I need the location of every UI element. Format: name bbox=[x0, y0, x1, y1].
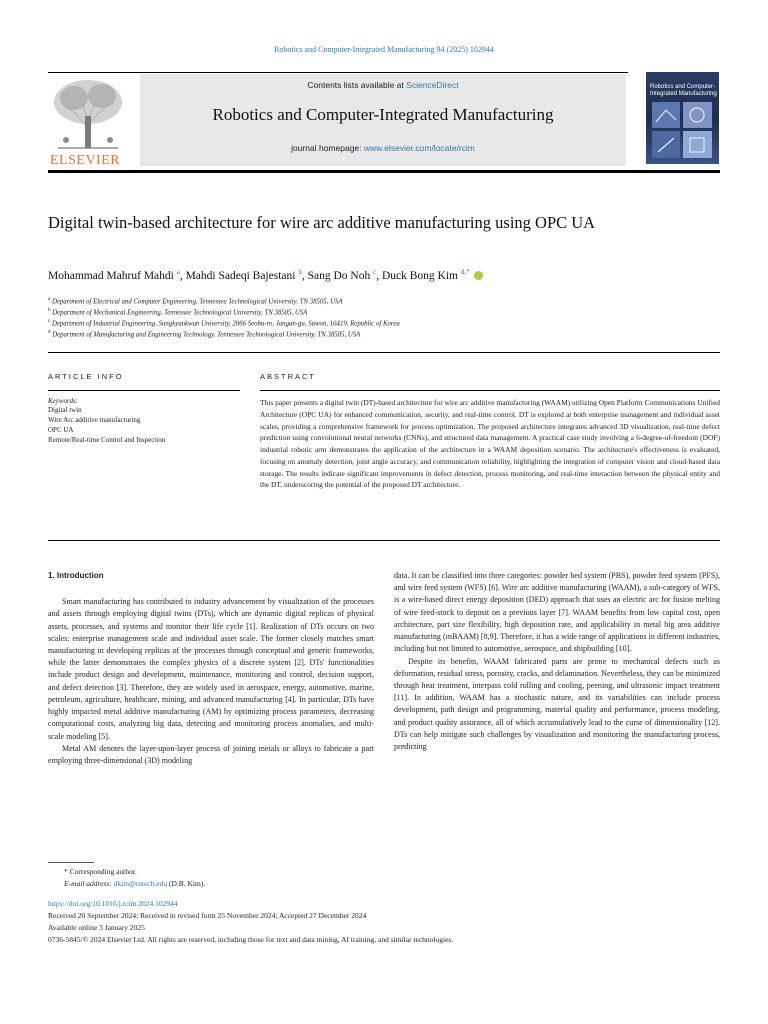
elsevier-logo[interactable] bbox=[48, 76, 128, 168]
sciencedirect-link[interactable]: ScienceDirect bbox=[406, 80, 459, 90]
affiliation-item: $^b$ Department of Mechanical Engineering, Tennessee Technological University, TN 38505, USA bbox=[48, 308, 308, 317]
copyright-line: 0736-5845/© 2024 Elsevier Ltd. All rights are reserved, including those for text and data mining, AI training, and similar technologies. bbox=[48, 935, 454, 944]
abstract-heading: ABSTRACT bbox=[260, 372, 317, 381]
cover-artwork bbox=[652, 102, 712, 158]
keyword-item: Wire Arc additive manufacturing bbox=[48, 416, 141, 425]
affiliation-item: $^c$ Department of Industrial Engineering, Sungkyunkwan University, 2066 Seobu-ro, Jangan-gu, Suwon, 16419, Republic of Korea bbox=[48, 319, 400, 328]
author-affil-marker[interactable]: d,* bbox=[460, 268, 470, 276]
affiliation-item: $^a$ Department of Electrical and Computer Engineering, Tennessee Technological University, TN 38505, USA bbox=[48, 297, 343, 306]
doi-link[interactable]: https://doi.org/10.1016/j.rcim.2024.102944 bbox=[48, 899, 178, 908]
contents-lists-line bbox=[140, 80, 626, 90]
journal-citation-link[interactable]: Robotics and Computer-Integrated Manufacturing 94 (2025) 102944 bbox=[274, 45, 494, 54]
journal-homepage-line bbox=[140, 143, 626, 153]
elsevier-wordmark: ELSEVIER bbox=[50, 153, 121, 168]
header-divider bbox=[48, 352, 720, 353]
article-info-rule bbox=[48, 390, 240, 391]
author-affil-marker[interactable]: a bbox=[176, 268, 180, 276]
homepage-prefix: journal homepage: bbox=[291, 143, 362, 153]
body-right-column bbox=[394, 570, 720, 753]
footnote-rule bbox=[48, 862, 94, 863]
email-link[interactable]: dkim@tntech.edu bbox=[113, 879, 168, 888]
corresponding-author-note: * Corresponding author. bbox=[64, 867, 137, 876]
elsevier-tree-icon bbox=[48, 76, 128, 152]
article-info-heading: ARTICLE INFO bbox=[48, 372, 124, 381]
author-name[interactable]: Sang Do Noh bbox=[307, 269, 371, 282]
affiliation-item: $^d$ Department of Manufacturing and Engineering Technology, Tennessee Technological University, TN 38505, USA bbox=[48, 330, 361, 339]
email-note bbox=[48, 878, 720, 890]
body-paragraph: data. It can be classified into three categories: powder bed system (PBS), powder feed system (PFS), and wire feed system (WFS) [6]. Wire arc additive manufacturing (WAAM), a sub-category of WFS, is a wire-based direct energy deposition (DED) approach that uses an electric arc for fusion melting of wire feed-stock to deposit on a previous layer [7]. WAAM benefits from low capital cost, open architecture, part size flexibility, high deposition rate, and applicability in metal big area additive manufacturing (mBAAM) [8,9]. Therefore, it has a wide range of applications in different industries, including but not limited to automotive, aerospace, and shipbuilding [10]. bbox=[394, 571, 720, 654]
abstract-rule bbox=[260, 390, 720, 391]
body-paragraph: Metal AM denotes the layer-upon-layer process of joining metals or alloys to fabricate a part employing three-dimensional (3D) modeling bbox=[48, 743, 374, 765]
orcid-icon[interactable] bbox=[474, 271, 483, 280]
email-suffix: (D.B. Kim). bbox=[168, 879, 206, 888]
publication-info bbox=[48, 898, 720, 946]
contents-prefix: Contents lists available at bbox=[307, 80, 404, 90]
author-name[interactable]: Mahdi Sadeqi Bajestani bbox=[185, 269, 296, 282]
article-title: Digital twin-based architecture for wire arc additive manufacturing using OPC UA bbox=[48, 213, 596, 232]
author-affil-marker[interactable]: b bbox=[298, 268, 302, 276]
abstract-text: This paper presents a digital twin (DT)-based architecture for wire arc additive manufacturing (WAAM) utilizing Open Platform Communications Unified Architecture (OPC UA) for enhanced communication, security, and real-time control. DT is explored at both enterprise management and individual asset scales, providing a comprehensive framework for process optimization. The proposed architecture integrates advanced 3D visualization, real-time defect prediction using convolutional neural networks (CNNs), and structured data management. A practical case study involving a 6-degree-of-freedom (DOF) industrial robotic arm demonstrates the application of the architecture in a WAAM deposition scenario. The architecture's effectiveness is evaluated, focusing on anomaly detection, joint angle accuracy, and communication reliability, highlighting the integration of computer vision and cloud-based data storage. The results indicate significant improvements in defect detection, process monitoring, and real-time interaction between the physical entity and the DT, underscoring the potential of the proposed DT architecture. bbox=[260, 398, 720, 490]
body-paragraph: Despite its benefits, WAAM fabricated parts are prone to mechanical defects such as deformation, residual stress, porosity, cracks, and delamination. Nevertheless, they can be minimized through heat treatment, interpass cold rolling and cooling, peening, and ultrasonic impact treatment [11]. In addition, WAAM has a stochastic nature, and its variabilities can include process development, path design and programming, material quality and performance, process modeling, and product quality assurance, all of which accumulatively lead to the curse of dimensionality [12]. DTs can help mitigate such challenges by visualization and monitoring the manufacturing process, predicting bbox=[394, 656, 720, 752]
journal-homepage-link[interactable]: www.elsevier.com/locate/rcim bbox=[363, 143, 475, 153]
author-name[interactable]: Duck Bong Kim bbox=[381, 269, 458, 282]
keyword-item: OPC UA bbox=[48, 426, 74, 435]
masthead-center-panel bbox=[140, 74, 626, 166]
author-name[interactable]: Mohammad Mahruf Mahdi bbox=[48, 269, 174, 282]
received-dates: Received 20 September 2024; Received in revised form 25 November 2024; Accepted 27 December 2024 bbox=[48, 911, 367, 920]
footnotes bbox=[48, 866, 720, 890]
masthead-bottom-rule bbox=[48, 170, 720, 173]
journal-masthead bbox=[48, 72, 720, 172]
keyword-item: Remote/Real-time Control and Inspection bbox=[48, 436, 166, 445]
journal-name[interactable]: Robotics and Computer-Integrated Manufacturing bbox=[212, 105, 554, 124]
abstract-panel bbox=[260, 390, 720, 491]
abstract-bottom-rule bbox=[48, 540, 720, 541]
journal-cover-thumbnail[interactable] bbox=[646, 72, 719, 164]
affiliation-list bbox=[48, 296, 708, 340]
keyword-item: Digital twin bbox=[48, 406, 82, 414]
keywords-label: Keywords: bbox=[48, 397, 79, 405]
article-info-panel bbox=[48, 390, 240, 446]
body-left-column bbox=[48, 570, 374, 767]
author-list: Mohammad Mahruf Mahdi $^a$, Mahdi Sadeqi Bajestani $^b$, Sang Do Noh $^c$, Duck Bong Kim $^{d,*}$ bbox=[48, 268, 668, 282]
author-affil-marker[interactable]: c bbox=[373, 268, 377, 276]
section-heading-introduction: 1. Introduction bbox=[48, 571, 104, 580]
online-date: Available online 3 January 2025 bbox=[48, 923, 145, 932]
cover-title: Robotics and Computer-Integrated Manufacturing bbox=[650, 84, 717, 97]
masthead-top-rule bbox=[48, 72, 628, 73]
body-paragraph: Smart manufacturing has contributed to industry advancement by visualization of the processes and assets through employing digital twins (DTs), which are dynamic digital replicas of physical assets, processes, and systems and monitor their life cycle [1]. Realization of DTs occurs on two scales: enterprise management scale and individual asset scale. The former closely matches smart manufacturing in developing replicas of the processes through conceptual and generic frameworks, while the latter demonstrates the complex physics of a discrete system [2]. DTs' functionalities include product design and development, maintenance, monitoring and control, decision support, and defect detection [3]. Therefore, they are widely used in aerospace, energy, automotive, marine, petroleum, agriculture, healthcare, mining, and advanced manufacturing [4]. In particular, DTs have highly impacted metal additive manufacturing (AM) by optimizing process parameters, decreasing computational costs, analyzing big data, detecting and monitoring process anomalies, and multi-scale modeling [5]. bbox=[48, 597, 374, 741]
email-label: E-mail address: bbox=[64, 879, 112, 888]
